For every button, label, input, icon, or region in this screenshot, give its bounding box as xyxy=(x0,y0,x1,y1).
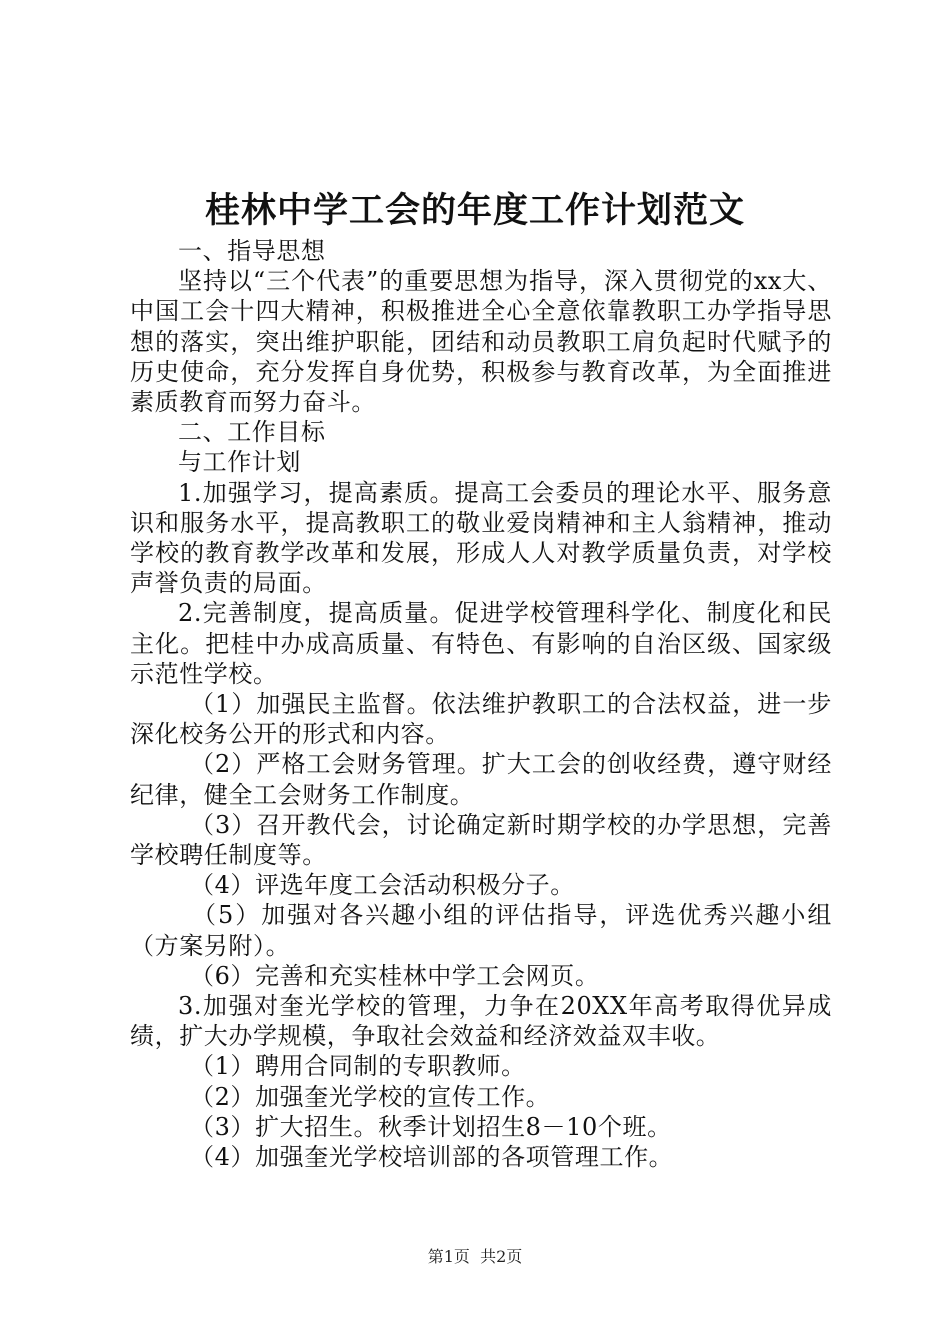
sub-item-3-2: （2）加强奎光学校的宣传工作。 xyxy=(190,1082,551,1111)
document-body xyxy=(130,236,832,1172)
paragraph-item-2: 2.完善制度，提高质量。促进学校管理科学化、制度化和民主化。把桂中办成高质量、有特色、有影响的自治区级、国家级示范性学校。 xyxy=(130,599,832,688)
sub-item-2-6: （6）完善和充实桂林中学工会网页。 xyxy=(190,961,600,990)
sub-item-3-1: （1）聘用合同制的专职教师。 xyxy=(190,1052,526,1081)
sub-item-2-1: （1）加强民主监督。依法维护教职工的合法权益，进一步深化校务公开的形式和内容。 xyxy=(130,690,832,749)
sub-item-2-5: （5）加强对各兴趣小组的评估指导，评选优秀兴趣小组（方案另附）。 xyxy=(130,901,832,960)
sub-item-3-3: （3）扩大招生。秋季计划招生8－10个班。 xyxy=(190,1112,672,1141)
section-heading-work-plan: 与工作计划 xyxy=(178,448,301,477)
sub-item-2-2: （2）严格工会财务管理。扩大工会的创收经费，遵守财经纪律，健全工会财务工作制度。 xyxy=(130,750,832,809)
paragraph-item-3: 3.加强对奎光学校的管理，力争在20XX年高考取得优异成绩，扩大办学规模，争取社会效益和经济效益双丰收。 xyxy=(130,992,832,1051)
section-heading-work-goals: 二、工作目标 xyxy=(178,418,326,447)
sub-item-3-4: （4）加强奎光学校培训部的各项管理工作。 xyxy=(190,1143,674,1172)
paragraph-item-1: 1.加强学习，提高素质。提高工会委员的理论水平、服务意识和服务水平，提高教职工的敬业爱岗精神和主人翁精神，推动学校的教育教学改革和发展，形成人人对教学质量负责，对学校声誉负责的局面。 xyxy=(130,478,832,598)
sub-item-2-3: （3）召开教代会，讨论确定新时期学校的办学思想，完善学校聘任制度等。 xyxy=(130,810,832,870)
page-footer: 第1页 共2页 xyxy=(427,1247,523,1266)
sub-item-2-4: （4）评选年度工会活动积极分子。 xyxy=(190,871,575,900)
paragraph-guiding-ideology: 坚持以“三个代表”的重要思想为指导，深入贯彻党的xx大、中国工会十四大精神，积极推进全心全意依靠教职工办学指导思想的落实，突出维护职能，团结和动员教职工肩负起时代赋予的历史使命，充分发挥自身优势，积极参与教育改革，为全面推进素质教育而努力奋斗。 xyxy=(130,267,832,417)
document-title: 桂林中学工会的年度工作计划范文 xyxy=(204,190,745,231)
section-heading-guiding-ideology: 一、指导思想 xyxy=(178,237,326,265)
